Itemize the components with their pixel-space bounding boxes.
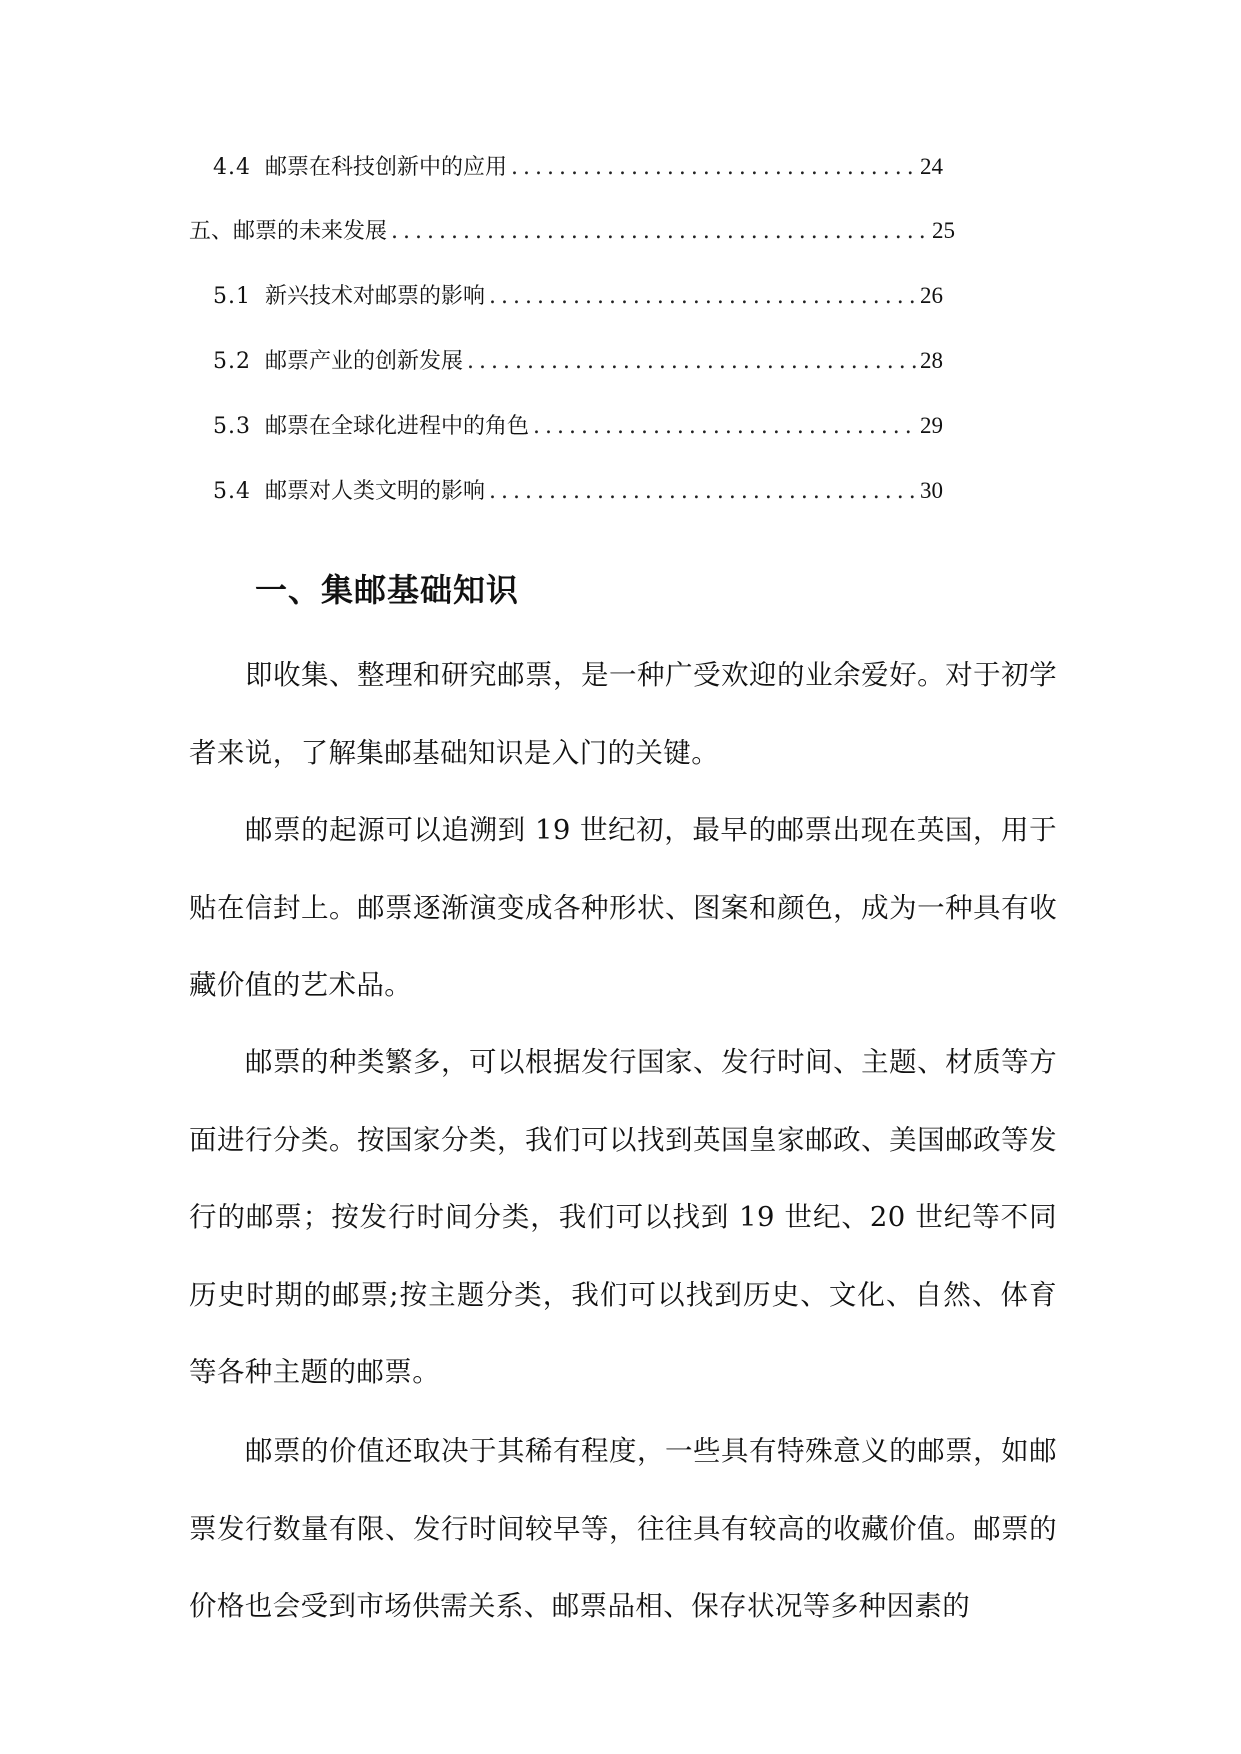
toc-entry-number: 4.4: [213, 155, 251, 180]
toc-entry-number: 5.3: [213, 414, 251, 439]
toc-dot-leader: [489, 282, 916, 312]
toc-dot-leader: [467, 347, 916, 377]
toc-entry-page: 28: [920, 348, 943, 373]
body-paragraph: 邮票的价值还取决于其稀有程度，一些具有特殊意义的邮票，如邮票发行数量有限、发行时间较早等，往往具有较高的收藏价值。邮票的价格也会受到市场供需关系、邮票品相、保存状况等多种因素的: [189, 1435, 1057, 1622]
toc-entry-page: 24: [920, 154, 943, 179]
toc-entry[interactable]: [213, 476, 943, 507]
toc-entry-page: 29: [920, 413, 943, 438]
toc-dot-leader: [511, 153, 916, 183]
body-paragraph: 邮票的起源可以追溯到 19 世纪初，最早的邮票出现在英国，用于贴在信封上。邮票逐渐演变成各种形状、图案和颜色，成为一种具有收藏价值的艺术品。: [189, 814, 1057, 1001]
toc-dot-leader: [489, 477, 916, 507]
toc-entry-title: 五、邮票的未来发展: [189, 219, 388, 244]
toc-entry[interactable]: [213, 346, 943, 377]
toc-dot-leader: [391, 217, 928, 247]
section-heading: 一、集邮基础知识: [255, 571, 520, 609]
toc-entry-number: 5.4: [213, 479, 251, 504]
toc-entry-page: 30: [920, 478, 943, 503]
toc-entry-title: 邮票在全球化进程中的角色: [265, 414, 530, 439]
toc-entry[interactable]: [213, 281, 943, 312]
toc-entry[interactable]: [189, 216, 955, 247]
toc-entry-number: 5.2: [213, 349, 251, 374]
toc-entry[interactable]: [213, 411, 943, 442]
toc-entry-page: 26: [920, 283, 943, 308]
toc-entry[interactable]: [213, 152, 943, 183]
toc-entry-title: 邮票对人类文明的影响: [265, 479, 486, 504]
toc-entry-title: 新兴技术对邮票的影响: [265, 284, 486, 309]
toc-entry-title: 邮票产业的创新发展: [265, 349, 464, 374]
toc-entry-number: 5.1: [213, 284, 251, 309]
toc-entry-page: 25: [932, 218, 955, 243]
body-paragraph: 即收集、整理和研究邮票，是一种广受欢迎的业余爱好。对于初学者来说，了解集邮基础知识是入门的关键。: [189, 659, 1057, 769]
toc-entry-title: 邮票在科技创新中的应用: [265, 155, 508, 180]
body-paragraph: 邮票的种类繁多，可以根据发行国家、发行时间、主题、材质等方面进行分类。按国家分类，我们可以找到英国皇家邮政、美国邮政等发行的邮票；按发行时间分类，我们可以找到 19 世纪、20 世纪等不同历史时期的邮票;按主题分类，我们可以找到历史、文化、自然、体育等各种主题的邮票。: [189, 1046, 1057, 1388]
toc-dot-leader: [533, 412, 916, 442]
